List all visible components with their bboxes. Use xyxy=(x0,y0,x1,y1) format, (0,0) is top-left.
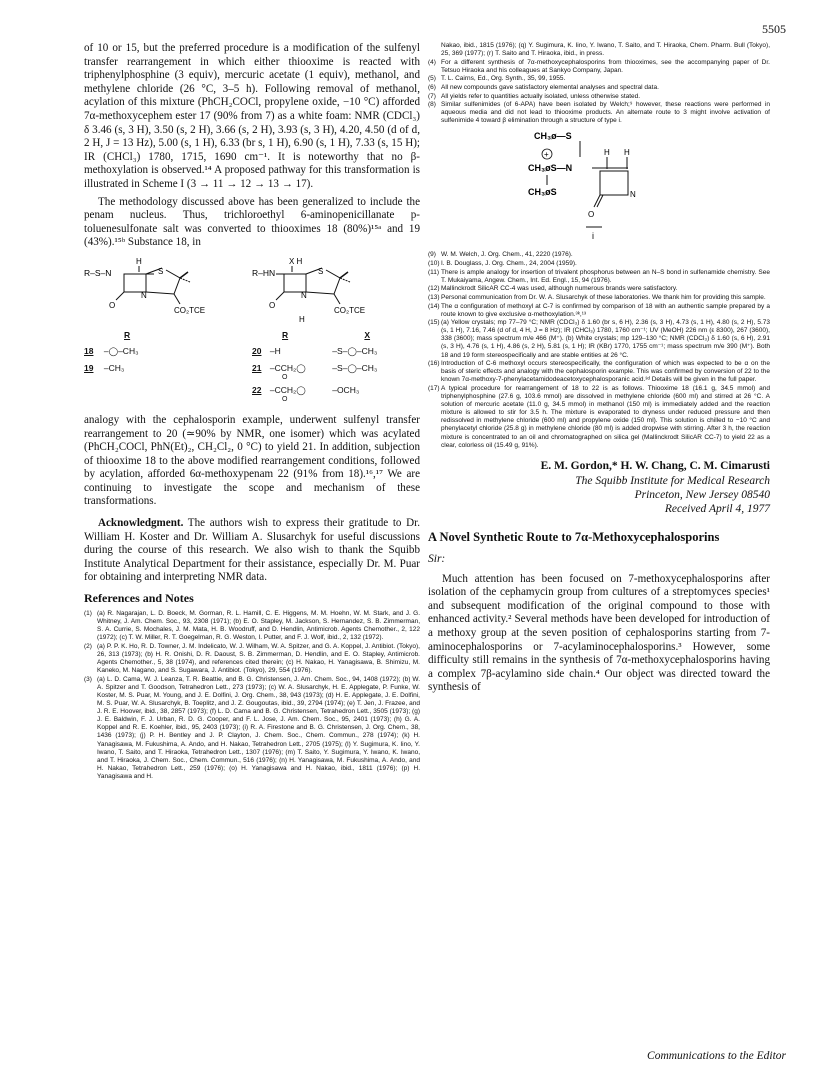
reference-item xyxy=(428,294,770,302)
ref-number: (12) xyxy=(428,285,440,293)
x-group: –S–◯–CH₃ xyxy=(332,345,378,356)
struct20-co2tce: CO₂TCE xyxy=(334,305,366,315)
reference-item xyxy=(428,59,770,75)
table-18-19 xyxy=(84,330,244,373)
reference-item xyxy=(428,285,770,293)
reference-item xyxy=(428,260,770,268)
struct20-xh: X H xyxy=(289,256,303,266)
r-group: –H xyxy=(269,345,281,356)
struct18-n: N xyxy=(141,290,147,300)
struct18-s: S xyxy=(158,266,164,276)
r-group: –CCH₂◯ xyxy=(269,362,306,373)
references-list-continued xyxy=(428,42,770,125)
ref-number: (11) xyxy=(428,268,440,276)
ref-text: Mallinckrodt SilicAR CC-4 was used, although numerous brands were satisfactory. xyxy=(441,285,678,293)
structure-i-drawing xyxy=(528,127,668,245)
article-title: A Novel Synthetic Route to 7α-Methoxycephalosporins xyxy=(428,529,720,544)
x-group: –OCH₃ xyxy=(332,384,360,395)
table-head-row xyxy=(252,330,420,340)
ref-text: Personal communication from Dr. W. A. Slusarchyk of these laboratories. We thank him for providing this sample. xyxy=(441,293,766,301)
struct20-o: O xyxy=(269,300,276,310)
row-22 xyxy=(252,385,420,396)
carbonyl-oxygen: O xyxy=(282,373,288,381)
reference-item xyxy=(428,75,770,83)
reference-item xyxy=(428,93,770,101)
fig-i-h2: H xyxy=(624,148,630,158)
reference-item xyxy=(428,42,770,58)
struct18-o: O xyxy=(109,300,116,310)
ref-text: I. B. Douglass, J. Org. Chem., 24, 2004 (1959). xyxy=(441,260,577,268)
section-footer: Communications to the Editor xyxy=(647,1050,786,1062)
r-group: –CH₃ xyxy=(103,362,125,373)
ref-text: All yields refer to quantities actually isolated, unless otherwise stated. xyxy=(441,92,641,100)
acknowledgment-text: The authors wish to express their gratitude to Dr. William H. Koster and Dr. William A. Slusarchyk for useful discussions during the course of this research. We also wish to thank the Squibb Institute Analytical Department for their assistance, especially Dr. M. Puar for obtaining and interpreting NMR data. xyxy=(84,517,420,584)
r-group: –◯–CH₃ xyxy=(103,345,139,356)
col-x-head: X xyxy=(364,329,371,340)
received-date: Received April 4, 1977 xyxy=(664,502,770,515)
struct20-s: S xyxy=(318,266,324,276)
affiliation-location: Princeton, New Jersey 08540 xyxy=(634,488,770,501)
ref-text: (a) R. Nagarajan, L. D. Boeck, M. Gorman, R. L. Hamill, C. E. Higgens, M. M. Hoehn, W. M. Stark, and J. G. Whitney, J. Am. Chem. Soc., 93, 2308 (1971); (b) E. O. Stapley, M. Jackson, S. Hernandez, S. B. Zimmerman, S. A. Currie, S. Mochales, J. M. Mata, H. B. Woodruff, and D. Hendlin, Antimicrob. Agents Chemother., 2, 122 (1972); (c) T. W. Miller, R. T. Goegelman, R. G. Weston, I. Putter, and F. J. Wolf, ibid., 2, 132 (1972). xyxy=(97,610,420,642)
left-column xyxy=(84,42,420,782)
reference-item xyxy=(428,101,770,125)
reference-item xyxy=(428,303,770,319)
reference-item xyxy=(428,385,770,450)
right-column xyxy=(428,42,770,699)
reference-item xyxy=(428,251,770,259)
ref-number: (6) xyxy=(428,83,436,91)
references-heading: References and Notes xyxy=(84,591,194,606)
compound-number: 18 xyxy=(84,345,94,356)
paragraph-1: of 10 or 15, but the preferred procedure is a modification of the sulfenyl transfer rearrangement in which either thiooxime is reacted with triphenylphosphine (3 equiv), mercuric acetate (1 equiv), methanol, and methylene chloride (26 °C, 3–5 h). Following removal of methanol, acylation of this mixture (PhCH₂COCl, propylene oxide, −10 °C) afforded 7α-methoxycephem ester 17 (90% from 7) as a white foam: NMR (CDCl₃) δ 3.46 (s, 3 H), 3.50 (s, 2 H), 3.66 (s, 2 H), 3.93 (s, 3 H), 4.20, 4.50 (d of d, 2 H, J = 13 Hz), 5.00 (s, 1 H), 6.33 (br s, 1 H), 6.90 (s, 1 H), 7.33 (s, 15 H); IR (CHCl₃) 1780, 1715, 1690 cm⁻¹. It is noteworthy that no β-methoxylation is observed.¹⁴ A proposed pathway for this transformation is illustrated in Scheme I (3 → 11 → 12 → 13 → 17). xyxy=(84,42,420,190)
struct18-prefix: R–S–N xyxy=(84,267,112,278)
fig-i-h1: H xyxy=(604,148,610,158)
ref-number: (8) xyxy=(428,101,436,109)
r-group: –CCH₂◯ xyxy=(269,384,306,395)
reference-item xyxy=(428,269,770,285)
ref-number: (4) xyxy=(428,58,436,66)
row-18 xyxy=(84,346,244,357)
fig-i-plus: + xyxy=(544,150,549,160)
acknowledgment xyxy=(84,517,420,585)
article-paragraph: Much attention has been focused on 7-methoxycephalosporins after isolation of the cephamycin group from cultures of a streptomyces species¹ and subsequent modification of the original compound to those with enhanced activity.² Several methods have been developed for introduction of a methoxy group at the seven position of cephalosporins starting from 7-aminocephalosporins or 7-acylaminocephalosporins.³ However, some difficulty still remains in the synthesis of 7α-methoxycephalosporins having a complex 7β-acylamino side chain.⁴ Our object was directed toward the synthesis of xyxy=(428,572,770,694)
page-number: 5505 xyxy=(762,22,786,36)
col-r-head: R xyxy=(124,329,131,340)
row-20 xyxy=(252,346,420,357)
row-19 xyxy=(84,363,244,373)
struct18-h: H xyxy=(136,256,142,266)
acknowledgment-label: Acknowledgment. xyxy=(98,517,184,530)
structure-figure xyxy=(84,256,420,408)
ref-number: (7) xyxy=(428,92,436,100)
paragraph-3: analogy with the cephalosporin example, underwent sulfenyl transfer rearrangement to 20 (≃90% by NMR, one isomer) which was acylated (PhCH₂COCl, PhN(Et)₂, CH₂Cl₂, 0 °C) to yield 21. In addition, subjection of thiooxime 18 to the above modified rearrangement conditions, followed by acylation, afforded 6α-methoxypenam 22 (91% from 18).¹⁶,¹⁷ We are continuing to investigate the scope and mechanism of these transformations. xyxy=(84,413,420,508)
reference-item xyxy=(428,84,770,92)
compound-number: 20 xyxy=(252,345,262,356)
compound-number: 21 xyxy=(252,362,262,373)
ref-number: (1) xyxy=(84,610,92,618)
reference-item xyxy=(428,319,770,359)
ref-number: (10) xyxy=(428,260,440,268)
ref-number: (15) xyxy=(428,319,440,327)
fig-i-o: O xyxy=(588,210,595,220)
affiliation-institute: The Squibb Institute for Medical Research xyxy=(575,474,770,487)
ref-text: The α configuration of methoxyl at C-7 is confirmed by comparison of 18 with an authentic sample prepared by a route known to give exclusive α-methoxylation.³ᵏ,¹³ xyxy=(441,302,770,318)
ref-number xyxy=(428,42,441,58)
ref-text: All new compounds gave satisfactory elemental analyses and spectral data. xyxy=(441,83,659,91)
ref-number: (16) xyxy=(428,360,440,368)
ref-text: (a) Yellow crystals; mp 77–79 °C; NMR (CDCl₃) δ 1.60 (br s, 6 H), 2.36 (s, 3 H), 4.73 (s, 1 H), 4.80 (s, 2 H), 5.73 (s, 1 H), 7.16, 7.46 (d of d, 4 H, J = 8 Hz); IR (CHCl₃) 1780, 1760 cm⁻¹; UV (MeOH) 226 nm (ε 8300), 267 (3600), 338 (3600); mass spectrum m/e 466 (M⁺). (b) White crystals; mp 129–130 °C; NMR (CDCl₃) δ 1.60 (s, 6 H), 2.91 (s, 3 H), 4.76 (s, 1 H), 4.86 (s, 2 H), 5.81 (s, 1 H); IR (KBr) 1770, 1755 cm⁻¹; mass spectrum m/e 390 (M⁺). Both 18 and 19 form stereospecifically and are stable entities at 26 °C. xyxy=(441,319,770,359)
fig-i-label: i xyxy=(592,231,594,242)
compound-number: 22 xyxy=(252,384,262,395)
reference-item xyxy=(84,676,420,781)
penam-structures xyxy=(84,256,420,326)
ref-number: (17) xyxy=(428,384,440,392)
compound-number: 19 xyxy=(84,362,94,373)
paragraph-2: The methodology discussed above has been generalized to include the penam nucleus. Thus, trichloroethyl 6-aminopenicillanate p-toluenesulfonate salt was converted to thiooximes 18 (80%)¹⁵ᵃ and 19 (43%).¹⁵ᵇ Substance 18, in xyxy=(84,195,420,249)
ref-text: (a) P. P. K. Ho, R. D. Towner, J. M. Indelicato, W. J. Wilham, W. A. Spitzer, and G. A. Koppel, J. Antibiot. (Tokyo), 26, 313 (1973); (b) H. R. Onishi, D. R. Daoust, S. B. Zimmerman, D. Hendlin, and E. O. Stapley, Antimicrob. Agents Chemother., 5, 38 (1974), and references cited therein; (c) H. Nakao, H. Yanagisawa, B. Shimizu, M. Kaneko, M. Nagano, and S. Sugawara, J. Antibiot. (Tokyo), 29, 554 (1976). xyxy=(97,642,420,675)
authors: E. M. Gordon,* H. W. Chang, C. M. Cimarusti xyxy=(540,459,770,472)
ref-number: (9) xyxy=(428,251,436,259)
fig-i-n: N xyxy=(630,190,636,200)
fig-i-mid: CH₃øS—N xyxy=(528,163,573,174)
references-list xyxy=(84,610,420,781)
ref-text: Nakao, ibid., 1815 (1976); (q) Y. Sugimura, K. Iino, Y. Iwano, T. Saito, and T. Hiraoka, Chem. Pharm. Bull (Tokyo), 25, 369 (1977); (r) T. Saito and T. Hiraoka, ibid., in press. xyxy=(441,42,770,58)
ref-text: There is ample analogy for insertion of trivalent phosphorus between an N–S bond in sulfenamide chemistry. See T. Mukaiyama, Angew. Chem., Int. Ed. Engl., 15, 94 (1976). xyxy=(441,268,770,284)
ref-number: (14) xyxy=(428,302,440,310)
ref-number: (3) xyxy=(84,675,92,683)
ref-text: A typical procedure for rearrangement of 18 to 22 is as follows. Thiooxime 18 (16.1 g, 34.5 mmol) and triphenylphosphine (27.6 g, 103.6 mmol) are dissolved in methylene chloride (600 ml) and stirred at 26 °C. A solution of mercuric acetate (11.0 g, 34.5 mmol) in methanol (150 ml) is immediately added and the reaction mixture is allowed to stir for 3.5 h. The mixture is evaporated to dryness under reduced pressure and then redissolved in methylene chloride (600 ml) and propylene oxide (150 ml). This solution is chilled to −10 °C and phenylacetyl chloride (25.8 g) in methylene chloride (80 ml) is added dropwise with stirring. After 3 h, the reaction mixture is concentrated to an oil and chromatographed on silica gel (Mallinckrodt SilicAR CC-7) to yield 22 as a clear, colorless oil (15.49 g, 91%). xyxy=(441,384,770,449)
structure-i xyxy=(428,127,770,247)
ref-text: W. M. Welch, J. Org. Chem., 41, 2220 (1976). xyxy=(441,251,573,259)
table-20-22 xyxy=(252,330,420,403)
ref-text: Introduction of C-6 methoxyl occurs stereospecifically, the configuration of which was expected to be α on the basis of steric effects and analogy with the cephalosporin example. This was confirmed by conversion of 22 to the known 7α-methoxy-7-phenylacetamidodeacetoxycephalosporanic acid.³ᵈ Details will be given in the full paper. xyxy=(441,360,770,384)
references-list-continued-2 xyxy=(428,251,770,449)
ref-number: (5) xyxy=(428,75,436,83)
struct20-n: N xyxy=(301,290,307,300)
carbonyl-oxygen: O xyxy=(282,395,288,403)
ref-number: (2) xyxy=(84,642,92,650)
col-r-head: R xyxy=(282,329,289,340)
row-21 xyxy=(252,363,420,374)
fig-i-bot: CH₃øS xyxy=(528,187,557,198)
ref-text: T. L. Cairns, Ed., Org. Synth., 35, 99, 1955. xyxy=(441,75,566,83)
struct18-co2tce: CO₂TCE xyxy=(174,305,206,315)
salutation: Sir: xyxy=(428,552,446,565)
ref-number: (13) xyxy=(428,293,440,301)
x-group: –S–◯–CH₃ xyxy=(332,362,378,373)
reference-item xyxy=(428,360,770,384)
ref-text: Similar sulfenimides (of 6-APA) have been isolated by Welch;⁹ however, these reactions were performed in aqueous media and did not lead to thiooxime products. An alternate route to 3 might involve activation of sulfenimide 4 toward β elimination through a structure of type i. xyxy=(441,101,770,125)
reference-item xyxy=(84,610,420,642)
ref-text: For a different synthesis of 7α-methoxycephalosporins from thiooximes, see the accompanying paper of Dr. Tetsuo Hiraoka and his colleagues at Sankyo Company, Japan. xyxy=(441,58,770,74)
struct20-h: H xyxy=(299,314,305,324)
reference-item xyxy=(84,643,420,675)
struct20-prefix: R–HN xyxy=(252,267,276,278)
ref-text: (a) L. D. Cama, W. J. Leanza, T. R. Beattie, and B. G. Christensen, J. Am. Chem. Soc., 94, 1408 (1972); (b) W. A. Spitzer and T. Goodson, Tetrahedron Lett., 273 (1973); (c) W. A. Slusarchyk, H. E. Applegate, P. Funke, W. Koster, M. S. Puar, M. Young, and J. E. Dolfini, J. Org. Chem., 38, 943 (1973); (d) H. E. Applegate, J. E. Dolfini, M. S. Puar, W. A. Slusarchyk, B. Toeplitz, and J. Z. Gougoutas, ibid., 39, 2794 (1974); (e) T. Jen, J. Frazee, and J. R. E. Hoover, ibid., 38, 2857 (1973); (f) L. D. Cama and B. G. Christensen, Tetrahedron Lett., 3505 (1973); (g) J. E. Baldwin, F. J. Urban, R. D. G. Cooper, and F. L. Jose, J. Am. Chem. Soc., 95, 2401 (1973); (h) G. A. Koppel and R. E. Koehler, ibid., 95, 2403 (1973); (i) R. A. Firestone and B. G. Christensen, J. Org. Chem., 38, 1436 (1973); (j) P. H. Bentley and J. P. Clayton, J. Chem. Soc., Chem. Commun., 278 (1974); (k) H. Yanagisawa, M. Fukushima, A. Ando, and H. Nakao, Tetrahedron Lett., 2705 (1975); (l) Y. Sugimura, K. Iino, Y. Iwano, T. Saito, and T. Hiraoka, Tetrahedron Lett., 1307 (1976); (m) T. Saito, Y. Sugimura, Y. Iwano, K. Iwano, and T. Hiraoka, J. Chem. Soc., Chem. Commun., 516 (1976); (n) H. Yanagisawa, M. Fukushima, A. Ando, and H. Nakao, Tetrahedron Lett., 259 (1976); (o) H. Yanagisawa and H. Nakao, ibid., 1811 (1976); (p) H. Yanagisawa and H. xyxy=(97,675,420,780)
fig-i-top: CH₃ø—S xyxy=(534,131,572,142)
